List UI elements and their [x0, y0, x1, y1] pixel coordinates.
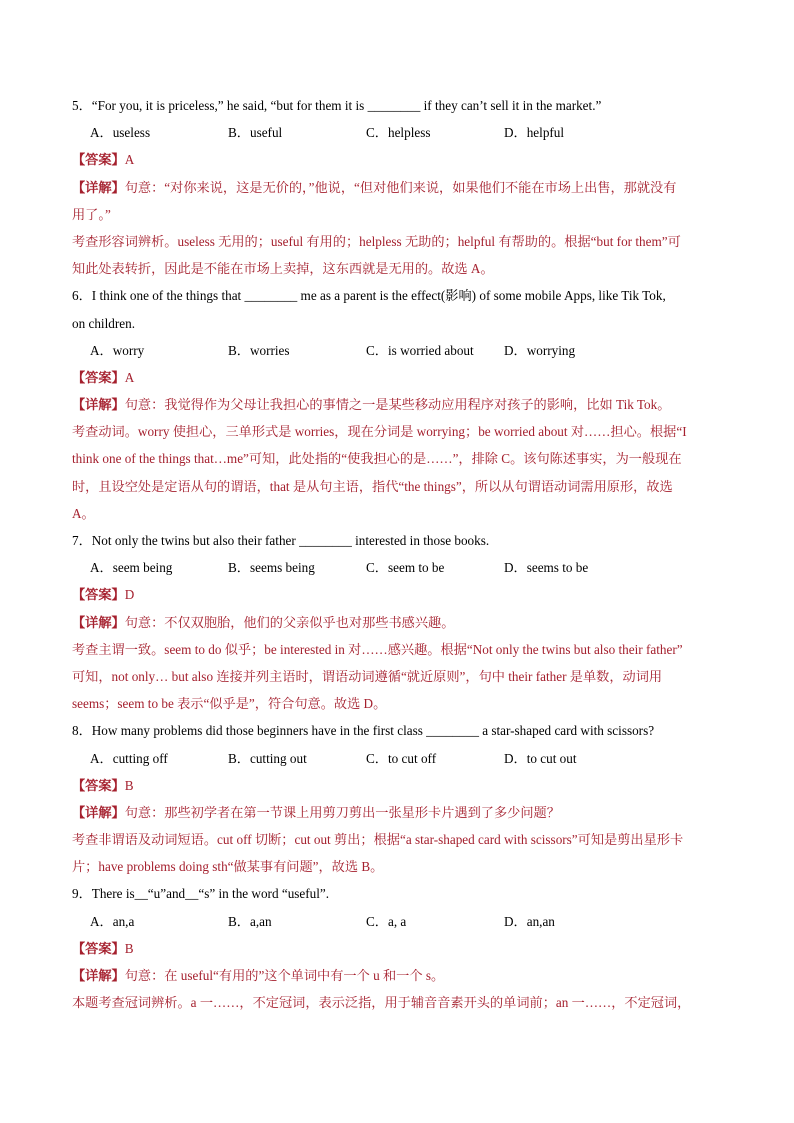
answer-label: 【答案】	[72, 940, 125, 956]
detail-line: 考查非谓语及动词短语。cut off 切断；cut out 剪出；根据“a star-shaped card with scissors”可知是剪出星形卡	[72, 832, 684, 848]
answer-value: B	[124, 940, 134, 956]
question-stem: 5．“For you, it is priceless,” he said, “but for them it is ________ if they can’t sell it in the market.”	[72, 98, 602, 113]
question-stem: on children.	[72, 315, 135, 331]
answer-label: 【答案】	[72, 777, 125, 793]
detail-line: 时，且设空处是定语从句的谓语，that 是从句主语，指代“the things”，所以从句谓语动词需用原形，故选	[72, 478, 673, 494]
question-block	[72, 282, 732, 527]
detail-text: 句意：不仅双胞胎，他们的父亲似乎也对那些书感兴趣。	[124, 614, 455, 630]
answer-line	[72, 581, 732, 608]
answer-line	[72, 146, 732, 173]
answer-value: D	[124, 587, 135, 603]
answer-line	[72, 772, 732, 799]
detail-line: 片；have problems doing sth“做某事有问题”，故选 B。	[72, 859, 384, 875]
detail-line	[72, 609, 732, 636]
answer-option: C．seem to be	[366, 560, 445, 576]
detail-line: 可知，not only… but also 连接并列主语时，谓语动词遵循“就近原则”，句中 their father 是单数，动词用	[72, 668, 663, 684]
detail-label: 【详解】	[72, 614, 125, 630]
answer-option: D．seems to be	[504, 560, 589, 576]
detail-line: 本题考查冠词辨析。a 一……，不定冠词，表示泛指，用于辅音音素开头的单词前；an 一……，不定冠词，	[72, 995, 691, 1011]
detail-line: A。	[72, 505, 95, 521]
answer-value: B	[124, 777, 134, 793]
detail-line	[72, 962, 732, 989]
question-block	[72, 92, 732, 282]
detail-label: 【详解】	[72, 968, 125, 983]
question-block	[72, 527, 732, 717]
detail-line	[72, 391, 732, 418]
answer-option: A．cutting off	[90, 750, 168, 766]
answer-option: A．seem being	[90, 560, 173, 576]
answer-option: A．useless	[90, 125, 151, 141]
answer-line	[72, 364, 732, 391]
detail-line	[72, 799, 732, 826]
question-stem: 9．There is__“u”and__“s” in the word “useful”.	[72, 886, 330, 902]
detail-line: think one of the things that…me”可知，此处指的“使我担心的是……”，排除 C。该句陈述事实，为一般现在	[72, 451, 682, 467]
detail-line: 考查形容词辨析。useless 无用的；useful 有用的；helpless 无助的；helpful 有帮助的。根据“but for them”可	[72, 233, 681, 249]
answer-option: B．seems being	[228, 560, 315, 576]
detail-label: 【详解】	[72, 397, 125, 413]
answer-option: D．helpful	[504, 125, 565, 141]
answer-option: D．an,an	[504, 913, 555, 929]
options-row	[72, 337, 732, 364]
answer-option: B．a,an	[228, 913, 272, 929]
detail-text: 句意：在 useful“有用的”这个单词中有一个 u 和一个 s。	[124, 968, 445, 983]
question-stem: 6．I think one of the things that ________ me as a parent is the effect(影响) of some mobile Apps, like Tik Tok,	[72, 288, 666, 304]
answer-option: D．to cut out	[504, 750, 577, 766]
answer-label: 【答案】	[72, 369, 125, 385]
detail-text: 句意：我觉得作为父母让我担心的事情之一是某些移动应用程序对孩子的影响，比如 Tik Tok。	[124, 397, 671, 413]
answer-label: 【答案】	[72, 587, 125, 603]
detail-label: 【详解】	[72, 804, 125, 820]
answer-option: C．helpless	[366, 125, 431, 141]
answer-option: A．an,a	[90, 913, 135, 929]
answer-label: 【答案】	[72, 152, 125, 168]
answer-value: A	[124, 152, 135, 168]
detail-line: 用了。”	[72, 206, 111, 222]
answer-option: B．worries	[228, 342, 290, 358]
answer-option: C．is worried about	[366, 342, 474, 358]
answer-option: B．useful	[228, 125, 283, 141]
options-row	[72, 554, 732, 581]
question-block	[72, 880, 732, 1016]
answer-option: D．worrying	[504, 342, 576, 358]
detail-line: seems；seem to be 表示“似乎是”，符合句意。故选 D。	[72, 696, 387, 712]
detail-text: 句意：那些初学者在第一节课上用剪刀剪出一张星形卡片遇到了多少问题？	[124, 804, 560, 820]
options-row	[72, 119, 732, 146]
options-row	[72, 908, 732, 935]
detail-line: 考查动词。worry 使担心，三单形式是 worries，现在分词是 worrying；be worried about 对……担心。根据“I	[72, 424, 687, 440]
answer-option: A．worry	[90, 342, 145, 358]
detail-line: 考查主谓一致。seem to do 似乎；be interested in 对……感兴趣。根据“Not only the twins but also their father”	[72, 641, 683, 657]
options-row	[72, 745, 732, 772]
answer-value: A	[124, 369, 135, 385]
detail-line: 知此处表转折，因此是不能在市场上卖掉，这东西就是无用的。故选 A。	[72, 261, 494, 277]
answer-line	[72, 935, 732, 962]
answer-option: B．cutting out	[228, 750, 307, 766]
question-stem: 7．Not only the twins but also their father ________ interested in those books.	[72, 533, 490, 548]
question-block	[72, 717, 732, 880]
document-page	[72, 92, 732, 1016]
detail-text: 句意：“对你来说，这是无价的，”他说，“但对他们来说，如果他们不能在市场上出售，那就没有	[124, 179, 677, 195]
detail-line	[72, 174, 732, 201]
answer-option: C．a, a	[366, 913, 407, 929]
question-stem: 8．How many problems did those beginners have in the first class ________ a star-shaped card with scissors?	[72, 723, 655, 739]
answer-option: C．to cut off	[366, 750, 437, 766]
detail-label: 【详解】	[72, 179, 125, 195]
